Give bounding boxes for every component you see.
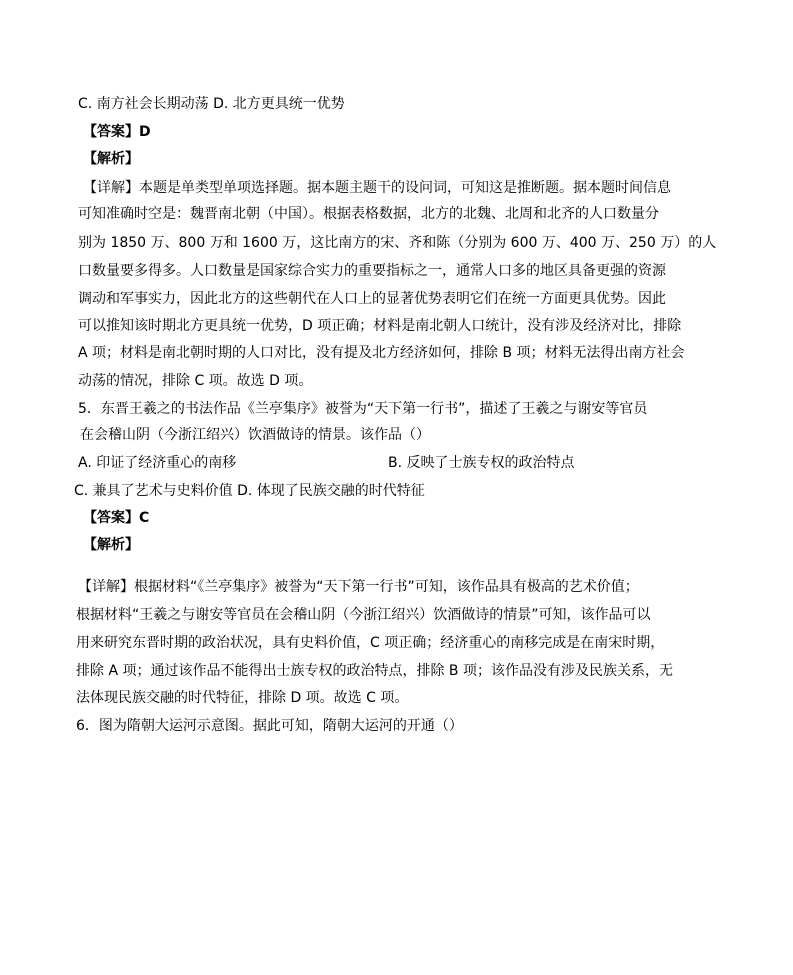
q4-detail-line: 可知准确时空是：魏晋南北朝（中国）。根据表格数据，北方的北魏、北周和北齐的人口数量分 [78,206,659,222]
q4-analysis-label: 【解析】 [83,151,139,167]
q4-detail-line: 动荡的情况，排除 C 项。故选 D 项。 [78,373,313,389]
q5-options-cd: C. 兼具了艺术与史料价值 D. 体现了民族交融的时代特征 [74,483,425,499]
q4-detail-line: 调动和军事实力，因此北方的这些朝代在人口上的显著优势表明它们在统一方面更具优势。因此 [78,291,666,307]
q4-detail-line: 别为 1850 万、800 万和 1600 万，这比南方的宋、齐和陈（分别为 600 万、400 万、250 万）的人 [78,235,717,251]
q4-detail-line: 可以推知该时期北方更具统一优势，D 项正确；材料是南北朝人口统计，没有涉及经济对比，排除 [78,318,682,334]
q4-detail-line: 口数量要多得多。人口数量是国家综合实力的重要指标之一，通常人口多的地区具备更强的资源 [78,263,666,279]
q6-stem: 6．图为隋朝大运河示意图。据此可知，隋朝大运河的开通（） [76,718,463,734]
q4-answer: 【答案】D [83,124,151,140]
q5-option-a: A. 印证了经济重心的南移 [78,455,237,471]
q5-detail-line: 排除 A 项；通过该作品不能得出士族专权的政治特点，排除 B 项；该作品没有涉及民族关系，无 [76,663,673,679]
q5-detail-line: 根据材料“王羲之与谢安等官员在会稽山阴（今浙江绍兴）饮酒做诗的情景”可知，该作品可以 [76,607,651,623]
q5-analysis-label: 【解析】 [83,537,139,553]
q4-detail-line: 【详解】本题是单类型单项选择题。据本题主题干的设问词，可知这是推断题。据本题时间信息 [83,180,671,196]
q4-options-cd: C. 南方社会长期动荡 D. 北方更具统一优势 [78,96,345,112]
q5-detail-line: 用来研究东晋时期的政治状况，具有史料价值，C 项正确；经济重心的南移完成是在南宋时期， [76,635,665,651]
q4-detail-line: A 项；材料是南北朝时期的人口对比，没有提及北方经济如何，排除 B 项；材料无法得出南方社会 [78,345,685,361]
q5-answer: 【答案】C [83,510,150,526]
q5-option-b: B. 反映了士族专权的政治特点 [388,455,575,471]
q5-detail-line: 【详解】根据材料“《兰亭集序》被誉为“天下第一行书”可知，该作品具有极高的艺术价值； [78,579,639,595]
q5-stem-line: 在会稽山阴（今浙江绍兴）饮酒做诗的情景。该作品（） [80,427,430,443]
q5-stem-line: 5．东晋王羲之的书法作品《兰亭集序》被誉为“天下第一行书”，描述了王羲之与谢安等官员 [78,401,648,417]
q5-detail-line: 法体现民族交融的时代特征，排除 D 项。故选 C 项。 [76,690,409,706]
